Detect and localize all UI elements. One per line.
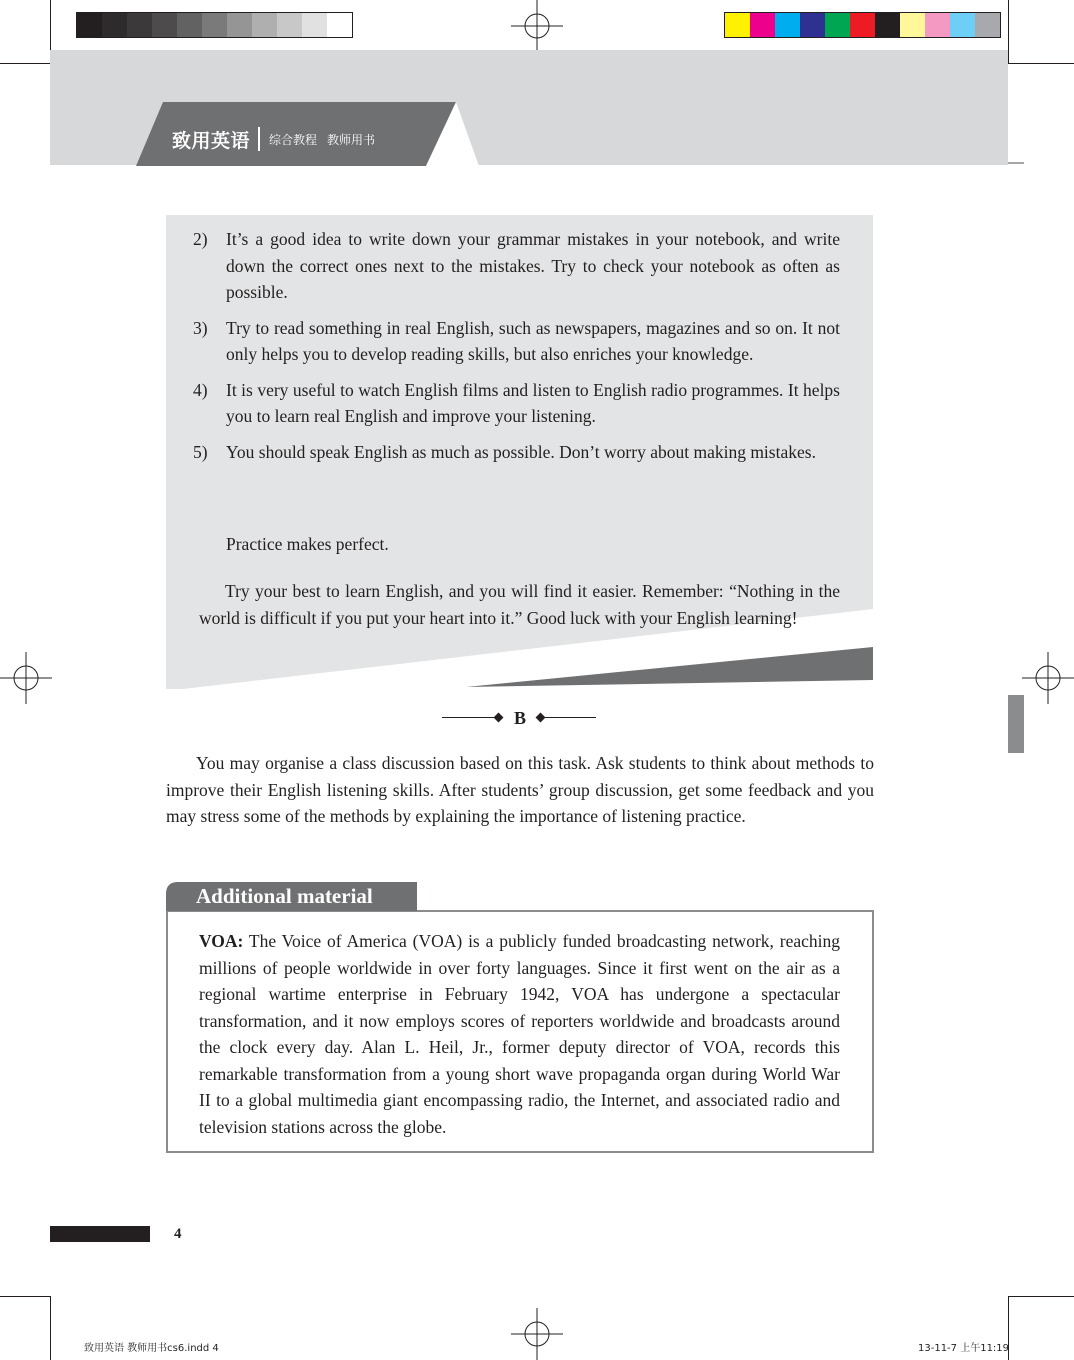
color-swatch: [127, 13, 152, 37]
color-swatch: [277, 13, 302, 37]
color-swatch: [750, 13, 775, 37]
tip-text: It is very useful to watch English films and listen to English radio programmes. It helps you to learn real English and improve your listening.: [226, 379, 840, 426]
slug-timestamp: 13-11-7 上午11:19: [918, 1343, 1010, 1354]
book-brand: 致用英语: [172, 129, 251, 152]
color-swatch: [975, 13, 1000, 37]
registration-mark-icon: [511, 1308, 563, 1360]
additional-material-paragraph: [199, 928, 840, 1140]
ornament-line: [542, 717, 596, 718]
color-swatch: [102, 13, 127, 37]
color-swatch: [775, 13, 800, 37]
color-swatch: [302, 13, 327, 37]
voa-description: The Voice of America (VOA) is a publicly funded broadcasting network, reaching millions of people worldwide in over forty languages. Since it first went on the air as a regional wartime enterprise in February 1942, VOA has undergone a spectacular transformation, and it now employs scores of reporters worldwide and broadcasts around the clock every day. Alan L. Heil, Jr., former deputy director of VOA, records this remarkable transformation from a young short wave propaganda organ during World War II to a global multimedia giant encompassing radio, the Internet, and associated radio and television stations across the globe.: [199, 931, 840, 1137]
crop-mark: [1008, 1296, 1074, 1297]
side-thumb-tab: [1008, 695, 1024, 753]
motto-text: Practice makes perfect.: [226, 534, 389, 554]
color-swatch: [875, 13, 900, 37]
color-swatch: [152, 13, 177, 37]
running-head: [172, 126, 375, 152]
section-b-heading: [442, 706, 598, 730]
closing-paragraph: Try your best to learn English, and you will find it easier. Remember: “Nothing in the world is difficult if you put your heart into it.” Good luck with your English learning!: [199, 581, 840, 628]
color-swatch: [177, 13, 202, 37]
ornament-line: [442, 717, 496, 718]
tip-text: It’s a good idea to write down your grammar mistakes in your notebook, and write down the correct ones next to the mistakes. Try to check your notebook as often as possible.: [226, 229, 840, 302]
crop-mark: [1008, 0, 1009, 64]
color-swatch: [825, 13, 850, 37]
crop-mark: [0, 63, 50, 64]
tip-number: 4): [193, 379, 208, 400]
color-swatch: [327, 13, 352, 37]
tip-text: Try to read something in real English, such as newspapers, magazines and so on. It not only helps you to develop reading skills, but also enriches your knowledge.: [226, 317, 840, 364]
crop-mark: [0, 1296, 50, 1297]
tip-number: 5): [193, 441, 208, 462]
color-swatch: [900, 13, 925, 37]
color-swatch: [925, 13, 950, 37]
registration-mark-icon: [1022, 652, 1074, 704]
section-letter: B: [513, 708, 526, 728]
subtitle-edition: 教师用书: [327, 132, 376, 147]
list-item: [193, 315, 840, 368]
page-number-bar: [50, 1226, 150, 1242]
voa-label: VOA:: [199, 931, 244, 951]
page-number: 4: [174, 1226, 182, 1242]
color-swatch: [227, 13, 252, 37]
color-swatch: [202, 13, 227, 37]
color-swatch: [800, 13, 825, 37]
tip-text: You should speak English as much as possible. Don’t worry about making mistakes.: [226, 441, 816, 462]
grayscale-color-bar: [76, 12, 353, 38]
list-item: [193, 226, 840, 306]
color-swatch: [77, 13, 102, 37]
color-swatch: [725, 13, 750, 37]
additional-material-title: Additional material: [196, 884, 373, 908]
tip-number: 3): [193, 317, 208, 338]
list-item: [193, 439, 840, 466]
header-rule: [1008, 162, 1024, 164]
list-item: [193, 377, 840, 430]
registration-mark-icon: [0, 652, 52, 704]
crop-mark: [50, 1296, 51, 1360]
section-b-paragraph: You may organise a class discussion based on this task. Ask students to think about methods to improve their English listening skills. After students’ group discussion, get some feedback and you may stress some of the methods by explaining the importance of listening practice.: [166, 753, 874, 826]
color-swatch: [850, 13, 875, 37]
subtitle-course: 综合教程: [269, 132, 318, 147]
tips-list: [193, 226, 840, 474]
diamond-icon: [494, 713, 504, 723]
color-swatch: [950, 13, 975, 37]
crop-mark: [1008, 63, 1074, 64]
slug-filename: 致用英语 教师用书cs6.indd 4: [84, 1343, 219, 1354]
header-divider: [258, 127, 260, 151]
registration-mark-icon: [511, 0, 563, 52]
tip-number: 2): [193, 229, 208, 249]
color-swatch: [252, 13, 277, 37]
process-color-bar: [724, 12, 1001, 38]
book-subtitle: [269, 131, 375, 148]
